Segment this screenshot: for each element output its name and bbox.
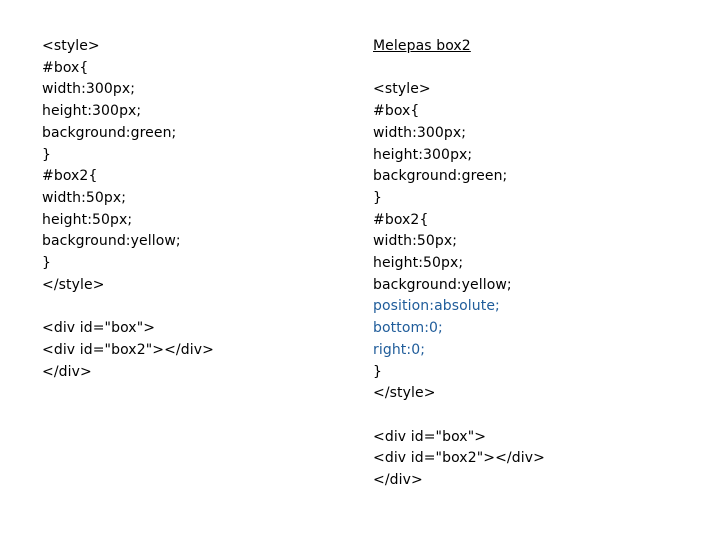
code-line: </style> (42, 276, 105, 293)
code-line: <div id="box"> (42, 320, 156, 337)
code-line: <div id="box2"></div> (373, 450, 545, 467)
section-title: Melepas box2 (373, 38, 471, 54)
code-line: background:green; (42, 124, 177, 141)
code-line: height:300px; (373, 146, 473, 163)
code-line: background:yellow; (42, 233, 181, 250)
blank-line (373, 58, 545, 80)
code-line: width:300px; (373, 124, 467, 141)
code-line: width:300px; (42, 81, 136, 98)
blank-line (42, 296, 214, 318)
code-line: #box{ (42, 59, 89, 76)
highlighted-code-line: position:absolute; (373, 298, 500, 315)
highlighted-code-line: right:0; (373, 341, 426, 358)
code-line: #box{ (373, 103, 420, 120)
blank-line (373, 405, 545, 427)
code-line: width:50px; (42, 189, 127, 206)
code-line: background:yellow; (373, 276, 512, 293)
code-line: </div> (373, 472, 423, 489)
code-line: height:300px; (42, 103, 142, 120)
code-line: width:50px; (373, 233, 458, 250)
code-line: </style> (373, 385, 436, 402)
code-line: <style> (373, 81, 431, 98)
code-line: #box2{ (42, 168, 98, 185)
code-line: <div id="box2"></div> (42, 341, 214, 358)
code-line: } (373, 363, 383, 380)
code-line: <style> (42, 38, 100, 54)
code-line: } (373, 189, 383, 206)
code-line: <div id="box"> (373, 428, 487, 445)
code-line: background:green; (373, 168, 508, 185)
code-line: } (42, 146, 52, 163)
right-code-block (373, 36, 545, 492)
code-line: height:50px; (373, 255, 464, 272)
left-code-block (42, 36, 214, 383)
code-line: #box2{ (373, 211, 429, 228)
highlighted-code-line: bottom:0; (373, 320, 443, 337)
code-line: } (42, 255, 52, 272)
code-line: </div> (42, 363, 92, 380)
code-line: height:50px; (42, 211, 133, 228)
